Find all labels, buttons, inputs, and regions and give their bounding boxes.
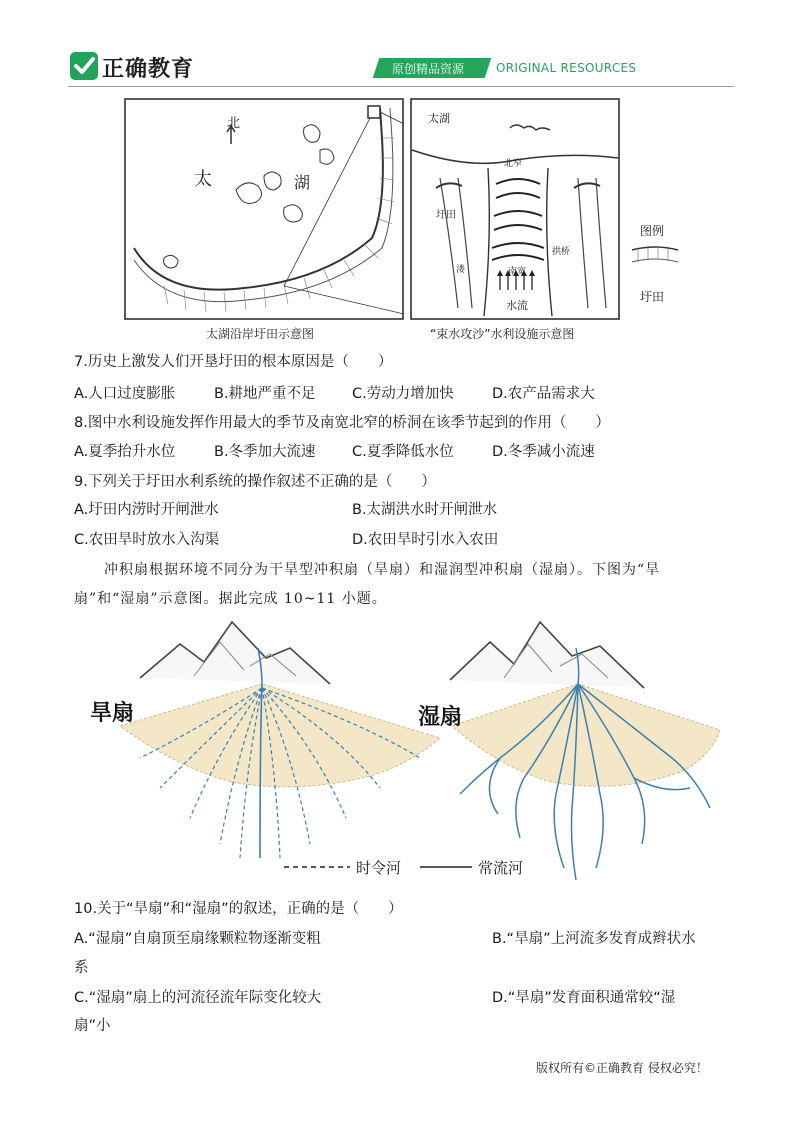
- map-lake-char-hu: 湖: [294, 173, 311, 192]
- q10-stem: 10.关于“旱扇”和“湿扇”的叙述，正确的是（ ）: [74, 901, 403, 917]
- banner-en-label: ORIGINAL RESOURCES: [496, 61, 637, 75]
- header-divider: [68, 86, 734, 87]
- detail-weitian-label: 圩田: [436, 210, 456, 221]
- q10-option-d: D.“旱扇”发育面积通常较“湿: [492, 990, 676, 1006]
- q10-option-a-wrap: 系: [74, 960, 89, 976]
- q8-option-b: B.冬季加大流速: [214, 444, 316, 460]
- q7-option-a: A.人口过度膨胀: [74, 386, 176, 402]
- legend-weitian-swatch: [630, 242, 680, 278]
- detail-lake-small-label: 溇: [456, 265, 466, 275]
- legend-title: 图例: [640, 224, 665, 238]
- map-lake-char-tai: 太: [194, 169, 212, 190]
- wet-fan-label: 湿扇: [418, 705, 463, 730]
- q10-option-b: B.“旱扇”上河流多发育成辫状水: [492, 931, 696, 947]
- legend-seasonal-label: 时令河: [356, 859, 402, 877]
- intro-line-2: 扇”和“湿扇”示意图。据此完成 10~11 小题。: [74, 591, 387, 607]
- q9-option-b: B.太湖洪水时开闸泄水: [352, 502, 498, 518]
- dry-fan-label: 旱扇: [90, 701, 135, 726]
- logo-check-icon: [70, 52, 98, 80]
- q10-option-d-wrap: 扇”小: [74, 1018, 111, 1034]
- legend-seasonal-dash: [282, 860, 352, 874]
- q9-option-c: C.农田旱时放水入沟渠: [74, 532, 220, 548]
- legend-perennial-line: [418, 860, 474, 874]
- intro-line-1: 冲积扇根据环境不同分为干旱型冲积扇（旱扇）和湿润型冲积扇（湿扇）。下图为“旱: [104, 562, 661, 578]
- legend-weitian-label: 圩田: [640, 290, 665, 304]
- caption-taihu-map: 太湖沿岸圩田示意图: [206, 327, 315, 341]
- brand-logo-text: 正确教育: [102, 57, 195, 82]
- caption-shushui-diagram: “束水攻沙”水利设施示意图: [430, 327, 575, 341]
- detail-taihu-label: 太湖: [428, 112, 450, 125]
- detail-shuiliu-label: 水流: [506, 299, 528, 312]
- q8-stem: 8.图中水利设施发挥作用最大的季节及南宽北窄的桥洞在该季节起到的作用（ ）: [74, 415, 610, 431]
- q7-option-b: B.耕地严重不足: [214, 386, 316, 402]
- q7-option-c: C.劳动力增加快: [352, 386, 454, 402]
- footer-copyright: 版权所有©正确教育 侵权必究！: [536, 1061, 708, 1075]
- map-north-label: 北: [227, 116, 241, 131]
- detail-gongqiao-label: 拱桥: [552, 247, 571, 257]
- q9-option-a: A.圩田内涝时开闸泄水: [74, 502, 219, 518]
- detail-nankuan-label: 南宽: [508, 267, 527, 277]
- q7-stem: 7.历史上激发人们开垦圩田的根本原因是（ ）: [74, 354, 393, 370]
- q7-option-d: D.农产品需求大: [492, 386, 595, 402]
- q8-option-a: A.夏季抬升水位: [74, 444, 176, 460]
- q10-option-a: A.“湿扇”自扇顶至扇缘颗粒物逐渐变粗: [74, 931, 321, 947]
- q9-stem: 9.下列关于圩田水利系统的操作叙述不正确的是（ ）: [74, 474, 436, 490]
- q10-option-c: C.“湿扇”扇上的河流径流年际变化较大: [74, 990, 322, 1006]
- detail-beizhai-label: 北窄: [504, 159, 523, 169]
- q8-option-c: C.夏季降低水位: [352, 444, 454, 460]
- q8-option-d: D.冬季减小流速: [492, 444, 595, 460]
- alluvial-fan-figure: [120, 618, 720, 880]
- q9-option-d: D.农田旱时引水入农田: [352, 532, 499, 548]
- taihu-map-figure: [124, 98, 404, 320]
- legend-perennial-label: 常流河: [478, 859, 524, 877]
- banner-cn-label: 原创精品资源: [392, 62, 465, 76]
